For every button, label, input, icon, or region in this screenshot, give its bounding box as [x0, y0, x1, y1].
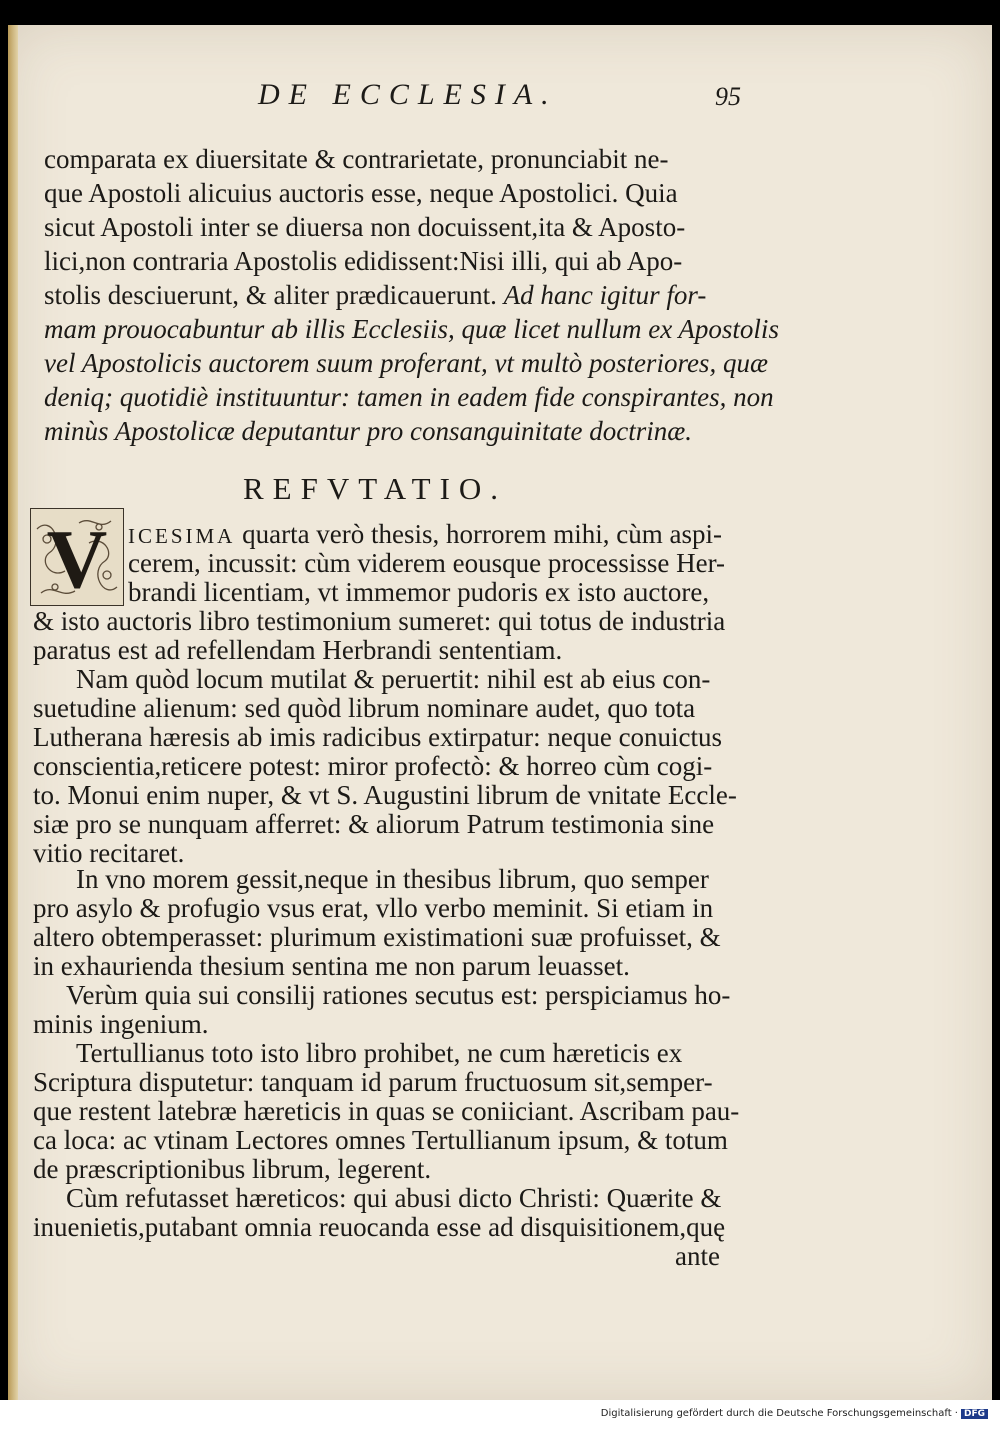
text-line: siæ pro se nunquam afferret: & aliorum Patrum testimonia sine: [33, 809, 715, 839]
text-line: suetudine alienum: sed quòd librum nominare audet, quo tota: [33, 693, 696, 723]
text-line: ca loca: ac vtinam Lectores omnes Tertullianum ipsum, & totum: [33, 1125, 728, 1155]
text-line: cerem, incussit: cùm viderem eousque processisse Her-: [128, 548, 726, 578]
text-line: pro asylo & profugio vsus erat, vllo verbo meminit. Si etiam in: [33, 893, 714, 923]
text-line-italic: vel Apostolicis auctorem suum proferant, vt multò posteriores, quæ: [44, 348, 768, 378]
text-line: que restent latebræ hæreticis in quas se coniiciant. Ascribam pau-: [33, 1096, 740, 1126]
text-line: Cùm refutasset hæreticos: qui abusi dicto Christi: Quærite &: [66, 1183, 722, 1213]
ornamental-initial: [30, 508, 124, 606]
text-line: sicut Apostoli inter se diuersa non docuissent,ita & Aposto-: [44, 212, 686, 242]
page-gutter: [8, 25, 18, 1400]
text-line: vitio recitaret.: [33, 838, 185, 868]
text-line: comparata ex diuersitate & contrarietate, pronunciabit ne-: [44, 144, 669, 174]
text-line: Scriptura disputetur: tanquam id parum fructuosum sit,semper-: [33, 1067, 713, 1097]
text-line: conscientia,reticere potest: miror profectò: & horreo cùm cogi-: [33, 751, 713, 781]
running-head: DE ECCLESIA.: [258, 78, 558, 111]
text-line-italic: minùs Apostolicæ deputantur pro consanguinitate doctrinæ.: [44, 416, 692, 446]
funding-credit: [601, 1408, 988, 1419]
text-roman: stolis desciuerunt, & aliter prædicauerunt.: [44, 280, 497, 310]
dfg-logo-icon: DFG: [961, 1409, 988, 1419]
text-line: Tertullianus toto isto libro prohibet, ne cum hæreticis ex: [76, 1038, 683, 1068]
text-line-mixed: [44, 282, 706, 309]
text-line: brandi licentiam, vt immemor pudoris ex isto auctore,: [128, 577, 710, 607]
text-line: lici,non contraria Apostolis edidissent:Nisi illi, qui ab Apo-: [44, 246, 683, 276]
page-number: 95: [715, 82, 741, 111]
text-line: que Apostoli alicuius auctoris esse, neque Apostolici. Quia: [44, 178, 678, 208]
section-heading: REFVTATIO.: [243, 471, 508, 506]
catchword: ante: [675, 1241, 720, 1271]
text-line: to. Monui enim nuper, & vt S. Augustini librum de vnitate Eccle-: [33, 780, 737, 810]
text-line: in exhaurienda thesium sentina me non parum leuasset.: [33, 951, 630, 981]
text-line: Nam quòd locum mutilat & peruertit: nihil est ab eius con-: [76, 664, 711, 694]
text-line: In vno morem gessit,neque in thesibus librum, quo semper: [76, 864, 709, 894]
text-line: inuenietis,putabant omnia reuocanda esse ad disquisitionem,quę: [33, 1212, 726, 1242]
text-line: de præscriptionibus librum, legerent.: [33, 1154, 432, 1184]
text-smallcaps: ICESIMA: [128, 524, 236, 548]
funding-credit-text: Digitalisierung gefördert durch die Deutsche Forschungsgemeinschaft ·: [600, 1408, 958, 1419]
text-line: minis ingenium.: [33, 1009, 209, 1039]
text-line-italic: mam prouocabuntur ab illis Ecclesiis, quæ licet nullum ex Apostolis: [44, 314, 779, 344]
text-line: paratus est ad refellendam Herbrandi sententiam.: [33, 635, 563, 665]
text-line-italic: deniq; quotidiè instituuntur: tamen in eadem fide conspirantes, non: [44, 382, 774, 412]
text-line-mixed: [128, 521, 722, 548]
text-roman: quarta verò thesis, horrorem mihi, cùm aspi-: [235, 519, 722, 549]
text-line: Verùm quia sui consilij rationes secutus est: perspiciamus ho-: [66, 980, 731, 1010]
initial-letter: V: [46, 513, 108, 606]
text-line: Lutherana hæresis ab imis radicibus extirpatur: neque conuictus: [33, 722, 723, 752]
text-line: & isto auctoris libro testimonium sumeret: qui totus de industria: [33, 606, 726, 636]
text-line: altero obtemperasset: plurimum existimationi suæ profuisset, &: [33, 922, 721, 952]
text-italic: Ad hanc igitur for-: [503, 280, 707, 310]
